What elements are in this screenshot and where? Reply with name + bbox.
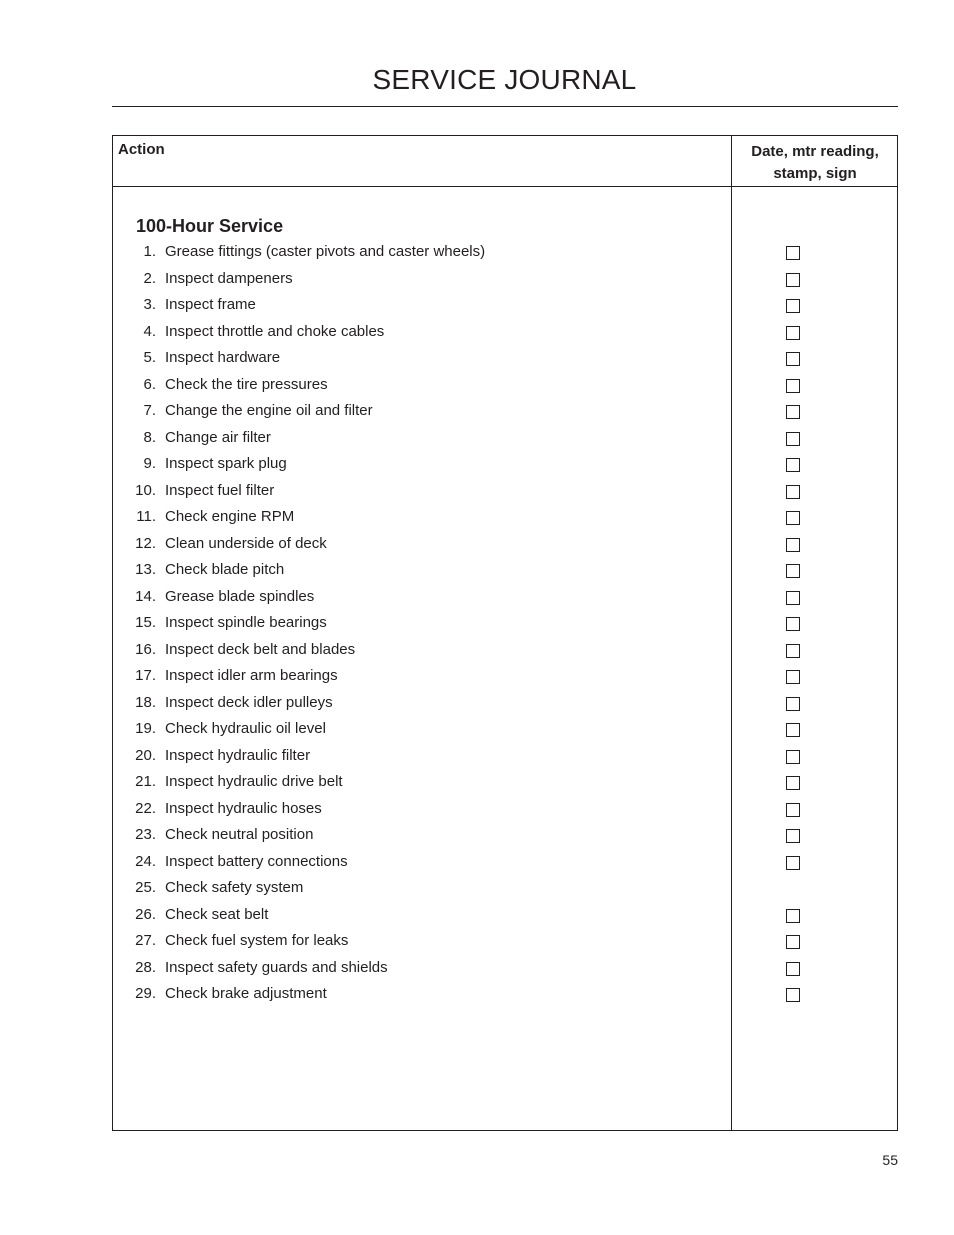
item-checkbox[interactable] [786,458,800,472]
page-number: 55 [882,1152,898,1168]
item-checkbox[interactable] [786,644,800,658]
item-text: Inspect spark plug [165,455,287,472]
header-date-stamp-sign: Date, mtr reading, stamp, sign [751,143,879,182]
item-text: Inspect safety guards and shields [165,958,388,976]
column-divider [731,136,732,1130]
item-checkbox[interactable] [786,776,800,790]
item-checkbox[interactable] [786,432,800,446]
item-number: 6. [143,375,156,393]
item-text: Inspect hardware [165,349,281,366]
item-number: 24. [135,852,156,870]
item-number: 13. [135,561,156,578]
list-item [113,955,731,982]
list-item [113,716,731,743]
item-checkbox[interactable] [786,697,800,711]
item-checkbox[interactable] [786,988,800,1002]
list-item [113,292,731,319]
item-text: Inspect hydraulic drive belt [165,773,343,790]
page-title: SERVICE JOURNAL [372,64,637,95]
item-text: Check the tire pressures [165,375,328,393]
item-text: Grease fittings (caster pivots and caster wheels) [165,243,486,260]
item-text: Inspect hydraulic filter [165,746,311,764]
item-checkbox[interactable] [786,538,800,552]
item-checkbox[interactable] [786,723,800,737]
item-number: 5. [143,349,156,366]
item-text: Inspect fuel filter [165,481,275,499]
list-item [113,266,731,293]
item-number: 29. [135,985,156,1002]
item-text: Inspect deck idler pulleys [165,693,333,711]
item-number: 18. [135,693,156,711]
item-checkbox[interactable] [786,485,800,499]
item-number: 17. [135,667,156,684]
item-checkbox[interactable] [786,935,800,949]
item-text: Check fuel system for leaks [165,932,349,949]
item-text: Inspect hydraulic hoses [165,799,322,817]
item-text: Inspect throttle and choke cables [165,322,385,340]
item-number: 9. [143,455,156,472]
item-number: 19. [135,720,156,737]
item-number: 8. [143,428,156,446]
section-heading: 100-Hour Service [136,216,284,236]
list-item [113,822,731,849]
item-checkbox[interactable] [786,564,800,578]
item-checkbox[interactable] [786,617,800,631]
service-journal-table [112,135,898,1131]
item-number: 1. [143,243,156,260]
item-checkbox[interactable] [786,405,800,419]
list-item [113,584,731,611]
item-number: 4. [143,322,156,340]
item-checkbox[interactable] [786,379,800,393]
list-item [113,610,731,637]
item-text: Check hydraulic oil level [165,720,326,737]
list-item [113,902,731,929]
item-number: 27. [135,932,156,949]
item-checkbox[interactable] [786,511,800,525]
list-item [113,981,731,1008]
header-action: Action [118,141,165,158]
item-checkbox[interactable] [786,829,800,843]
list-item [113,743,731,770]
list-item [113,796,731,823]
list-item [113,451,731,478]
list-item [113,319,731,346]
item-checkbox[interactable] [786,803,800,817]
item-text: Check blade pitch [165,561,285,578]
item-text: Change the engine oil and filter [165,402,373,419]
item-number: 14. [135,587,156,605]
item-checkbox[interactable] [786,352,800,366]
list-item [113,928,731,955]
item-number: 23. [135,826,156,843]
list-item [113,849,731,876]
list-item [113,637,731,664]
item-text: Clean underside of deck [165,534,327,552]
item-number: 10. [135,481,156,499]
item-number: 26. [135,905,156,923]
item-text: Inspect deck belt and blades [165,640,356,658]
list-item [113,478,731,505]
list-item [113,875,731,902]
item-number: 20. [135,746,156,764]
list-item [113,239,731,266]
item-number: 21. [135,773,156,790]
item-text: Inspect battery connections [165,852,348,870]
item-checkbox[interactable] [786,299,800,313]
item-text: Change air filter [165,428,271,446]
list-item [113,531,731,558]
item-number: 16. [135,640,156,658]
item-number: 12. [135,534,156,552]
list-item [113,425,731,452]
item-checkbox[interactable] [786,326,800,340]
item-text: Inspect idler arm bearings [165,667,338,684]
item-number: 28. [135,958,156,976]
item-number: 3. [143,296,156,313]
item-text: Check neutral position [165,826,314,843]
item-checkbox[interactable] [786,670,800,684]
header-divider [113,186,897,187]
list-item [113,372,731,399]
item-checkbox[interactable] [786,246,800,260]
item-checkbox[interactable] [786,962,800,976]
item-number: 25. [135,879,156,896]
item-number: 11. [136,508,156,525]
item-number: 15. [135,614,156,631]
title-rule [112,106,898,107]
item-text: Inspect frame [165,296,256,313]
list-item [113,504,731,531]
item-text: Inspect spindle bearings [165,614,327,631]
item-text: Check safety system [165,879,304,896]
list-item [113,769,731,796]
item-text: Check seat belt [165,905,269,923]
item-checkbox[interactable] [786,856,800,870]
list-item [113,557,731,584]
item-text: Grease blade spindles [165,587,315,605]
item-number: 7. [143,402,156,419]
list-item [113,663,731,690]
item-number: 2. [143,269,156,287]
list-item [113,690,731,717]
service-item-list [113,239,731,1008]
item-checkbox[interactable] [786,909,800,923]
list-item [113,345,731,372]
item-number: 22. [135,799,156,817]
item-text: Check brake adjustment [165,985,327,1002]
item-checkbox[interactable] [786,591,800,605]
list-item [113,398,731,425]
item-text: Inspect dampeners [165,269,293,287]
item-text: Check engine RPM [165,508,295,525]
item-checkbox[interactable] [786,273,800,287]
item-checkbox[interactable] [786,750,800,764]
